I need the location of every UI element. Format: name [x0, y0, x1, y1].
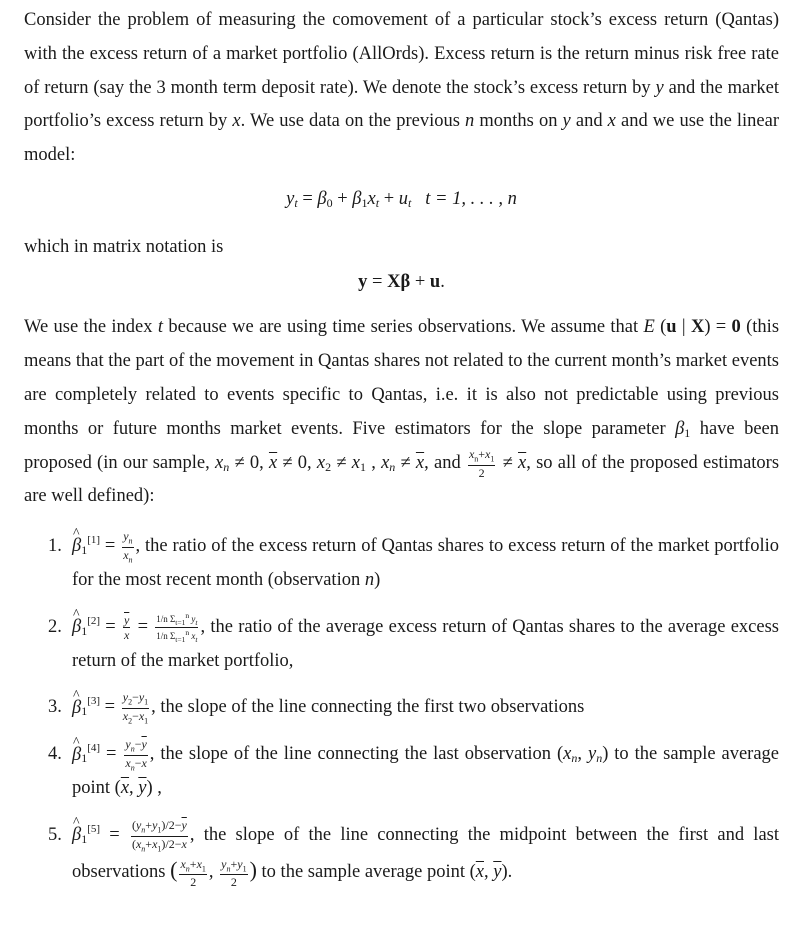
list-item: 2. ^ β1[2] = $\frac{\overline{y}}{x}$ = $\frac{1/n \Sigma_{t=1}^n y_t}{1/n \Sigma_{t=1}^n x_t}$ , the ratio of the average excess return of Qantas shares to the average excess return of the market portfolio,	[24, 611, 779, 679]
estimator-list	[24, 530, 779, 890]
paragraph-intro: Consider the problem of measuring the comovement of a particular stock’s excess return (Qantas) with the excess return of a market portfolio (AllOrds). Excess return is the return minus risk free rate of return (say the 3 month term deposit rate). We denote the stock’s excess return by y and the market portfolio’s excess return by x. We use data on the previous n months on y and x and we use the linear model:	[24, 10, 780, 166]
paragraph-assumptions: We use the index t because we are using time series observations. We assume that E (u | X) = 0 (this means that the part of the movement in Qantas shares not related to the current month’s market events are completely related to events specific to Qantas, i.e. it is also not predictable using previous months or future months market events. Five estimators for the slope parameter β1 have been proposed (in our sample, $x_n \ne 0$, $\overline{x} \ne 0$, x2 ≠ x1 , $x_n \ne \overline{x}$, and $\frac{x_n+x_1}{2}$ ≠ $\overline{x}$, so all of the proposed estimators are well defined):	[24, 317, 780, 507]
list-item: 5. ^ β1[5] = $\frac{(y_n+y_1)/2-\overline{y}}{(x_n+x_1)/2-\overline{x}}$ , the slope of the line connecting the midpoint between the first and last observations ( $\frac{x_n+x_1}{2}$ , $\frac{y_n+y_1}{2}$ ) to the sample average point ($\overline{x}$, $\overline{y}$).	[24, 819, 779, 890]
paragraph-matrix-intro: which in matrix notation is	[24, 236, 224, 257]
list-item: 1. ^ β1[1] = $\frac{y_n}{x_n}$ , the ratio of the excess return of Qantas shares to excess return of the market portfolio for the most recent month (observation n)	[24, 530, 779, 598]
list-item: 4. ^ β1[4] = $\frac{y_n-\overline{y}}{x_n-\overline{x}}$ , the slope of the line connecting the last observation ($x_n$, $y_n$) to the sample average point ($\overline{x}$, $\overline{y}$) ,	[24, 738, 779, 806]
linear-model-equation: $y_t = \beta 0 + \beta 1x_t + u_t$ t = 1, . . . , n	[286, 188, 517, 210]
matrix-equation: y = Xβ + u.	[358, 271, 445, 292]
list-item: 3. ^ β1[3] = $\frac{y_2-y_1}{x_2-x_1}$ , the slope of the line connecting the first two observations	[24, 691, 779, 725]
